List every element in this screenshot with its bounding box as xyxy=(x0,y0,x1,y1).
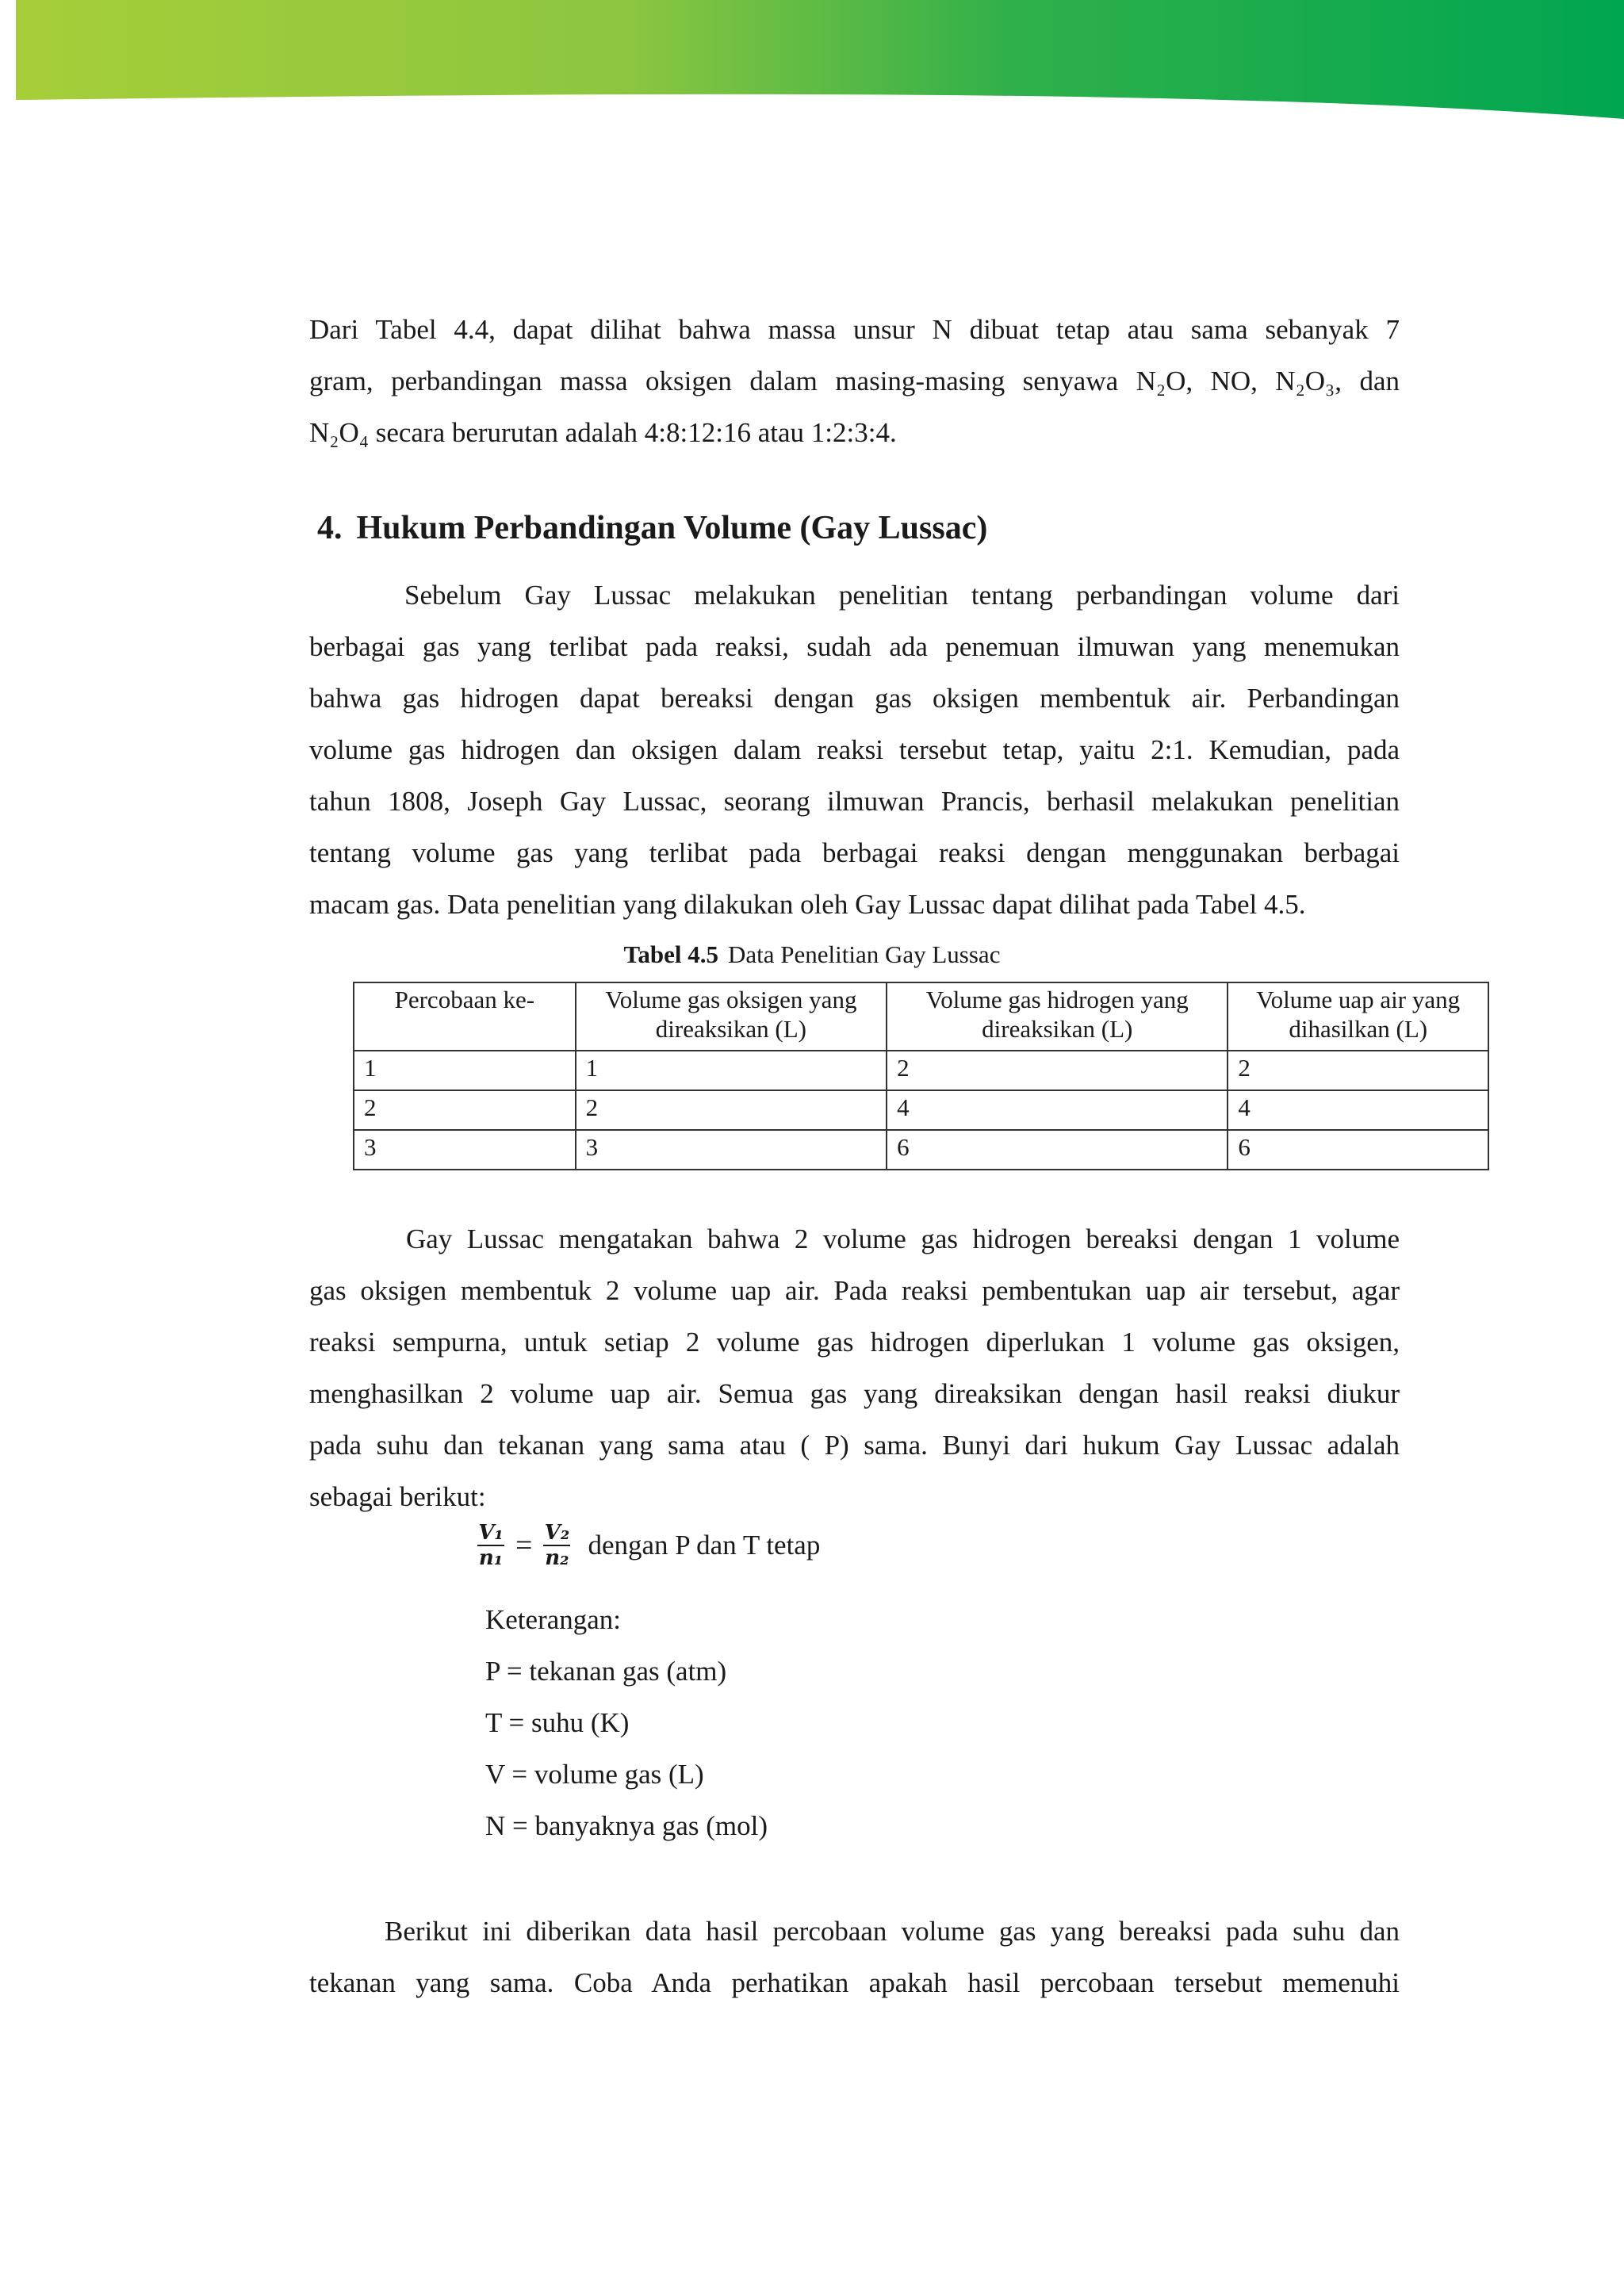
paragraph-line: reaksi sempurna, untuk setiap 2 volume gas hidrogen diperlukan 1 volume gas oksigen, xyxy=(309,1327,1400,1358)
paragraph-line: Sebelum Gay Lussac melakukan penelitian tentang perbandingan volume dari xyxy=(404,580,1400,611)
paragraph-line: macam gas. Data penelitian yang dilakukan oleh Gay Lussac dapat dilihat pada Tabel 4.5. xyxy=(309,889,1306,920)
table-cell: 6 xyxy=(1228,1130,1488,1170)
table-cell: 4 xyxy=(887,1090,1228,1130)
table-header-cell: Percobaan ke- xyxy=(354,982,576,1051)
table-cell: 2 xyxy=(354,1090,576,1130)
notes-item: V = volume gas (L) xyxy=(485,1759,704,1790)
table-header-cell: Volume gas oksigen yang direaksikan (L) xyxy=(576,982,887,1051)
table-header-cell: Volume uap air yang dihasilkan (L) xyxy=(1228,982,1488,1051)
equals-sign: = xyxy=(515,1529,533,1562)
paragraph-experiment xyxy=(309,1905,1400,2009)
header-banner xyxy=(0,0,1624,127)
paragraph-line: Gay Lussac mengatakan bahwa 2 volume gas hidrogen bereaksi dengan 1 volume xyxy=(406,1224,1400,1254)
table-row xyxy=(354,1090,1488,1130)
table-caption xyxy=(0,940,1624,969)
fraction-numerator: V₁ xyxy=(478,1521,504,1545)
data-table xyxy=(353,982,1489,1170)
paragraph-line: sebagai berikut: xyxy=(309,1481,486,1512)
table-cell: 2 xyxy=(1228,1051,1488,1090)
table-caption-text: Data Penelitian Gay Lussac xyxy=(727,940,1001,968)
paragraph-line: tekanan yang sama. Coba Anda perhatikan apakah hasil percobaan tersebut memenuhi xyxy=(309,1967,1400,1998)
notes-title: Keterangan: xyxy=(485,1604,622,1635)
gay-lussac-formula xyxy=(477,1521,820,1570)
fraction-left xyxy=(477,1521,504,1570)
paragraph-explanation xyxy=(309,1213,1400,1522)
table-cell: 3 xyxy=(576,1130,887,1170)
paragraph-intro xyxy=(309,304,1400,458)
paragraph-line: N₂O₄ secara berurutan adalah 4:8:12:16 atau 1:2:3:4. xyxy=(309,417,897,448)
table-cell: 2 xyxy=(887,1051,1228,1090)
fraction-right xyxy=(543,1521,570,1570)
table-cell: 4 xyxy=(1228,1090,1488,1130)
fraction-denominator: n₂ xyxy=(545,1546,569,1570)
paragraph-line: berbagai gas yang terlibat pada reaksi, sudah ada penemuan ilmuwan yang menemukan xyxy=(309,631,1400,662)
paragraph-line: pada suhu dan tekanan yang sama atau ( P) sama. Bunyi dari hukum Gay Lussac adalah xyxy=(309,1430,1400,1461)
table-cell: 6 xyxy=(887,1130,1228,1170)
table-cell: 1 xyxy=(354,1051,576,1090)
table-row xyxy=(354,1130,1488,1170)
paragraph-line: Dari Tabel 4.4, dapat dilihat bahwa massa unsur N dibuat tetap atau sama sebanyak 7 xyxy=(309,314,1400,345)
notes-item: T = suhu (K) xyxy=(485,1707,630,1738)
section-heading xyxy=(317,509,987,547)
table-cell: 3 xyxy=(354,1130,576,1170)
table-caption-label: Tabel 4.5 xyxy=(623,940,718,968)
notes-item: P = tekanan gas (atm) xyxy=(485,1656,727,1687)
paragraph-line: menghasilkan 2 volume uap air. Semua gas yang direaksikan dengan hasil reaksi diukur xyxy=(309,1378,1400,1409)
paragraph-line: Berikut ini diberikan data hasil percobaan volume gas yang bereaksi pada suhu dan xyxy=(385,1916,1400,1947)
paragraph-background xyxy=(309,569,1400,930)
table-row xyxy=(354,1051,1488,1090)
table-header-cell: Volume gas hidrogen yang direaksikan (L) xyxy=(887,982,1228,1051)
table-cell: 2 xyxy=(576,1090,887,1130)
banner-stripe xyxy=(16,0,1624,119)
paragraph-line: volume gas hidrogen dan oksigen dalam reaksi tersebut tetap, yaitu 2:1. Kemudian, pada xyxy=(309,734,1400,765)
fraction-numerator: V₂ xyxy=(544,1521,570,1545)
paragraph-line: tahun 1808, Joseph Gay Lussac, seorang ilmuwan Prancis, berhasil melakukan penelitian xyxy=(309,786,1400,817)
section-number: 4. xyxy=(317,510,343,546)
paragraph-line: tentang volume gas yang terlibat pada berbagai reaksi dengan menggunakan berbagai xyxy=(309,837,1400,868)
formula-condition: dengan P dan T tetap xyxy=(588,1530,821,1561)
table-header-row xyxy=(354,982,1488,1051)
table-cell: 1 xyxy=(576,1051,887,1090)
fraction-denominator: n₁ xyxy=(478,1546,504,1570)
notes-item: N = banyaknya gas (mol) xyxy=(485,1810,768,1841)
legend-notes xyxy=(485,1594,768,1852)
paragraph-line: bahwa gas hidrogen dapat bereaksi dengan gas oksigen membentuk air. Perbandingan xyxy=(309,683,1400,714)
paragraph-line: gram, perbandingan massa oksigen dalam masing-masing senyawa N₂O, NO, N₂O₃, dan xyxy=(309,366,1400,396)
paragraph-line: gas oksigen membentuk 2 volume uap air. Pada reaksi pembentukan uap air tersebut, agar xyxy=(309,1275,1400,1306)
section-title: Hukum Perbandingan Volume (Gay Lussac) xyxy=(356,510,988,546)
